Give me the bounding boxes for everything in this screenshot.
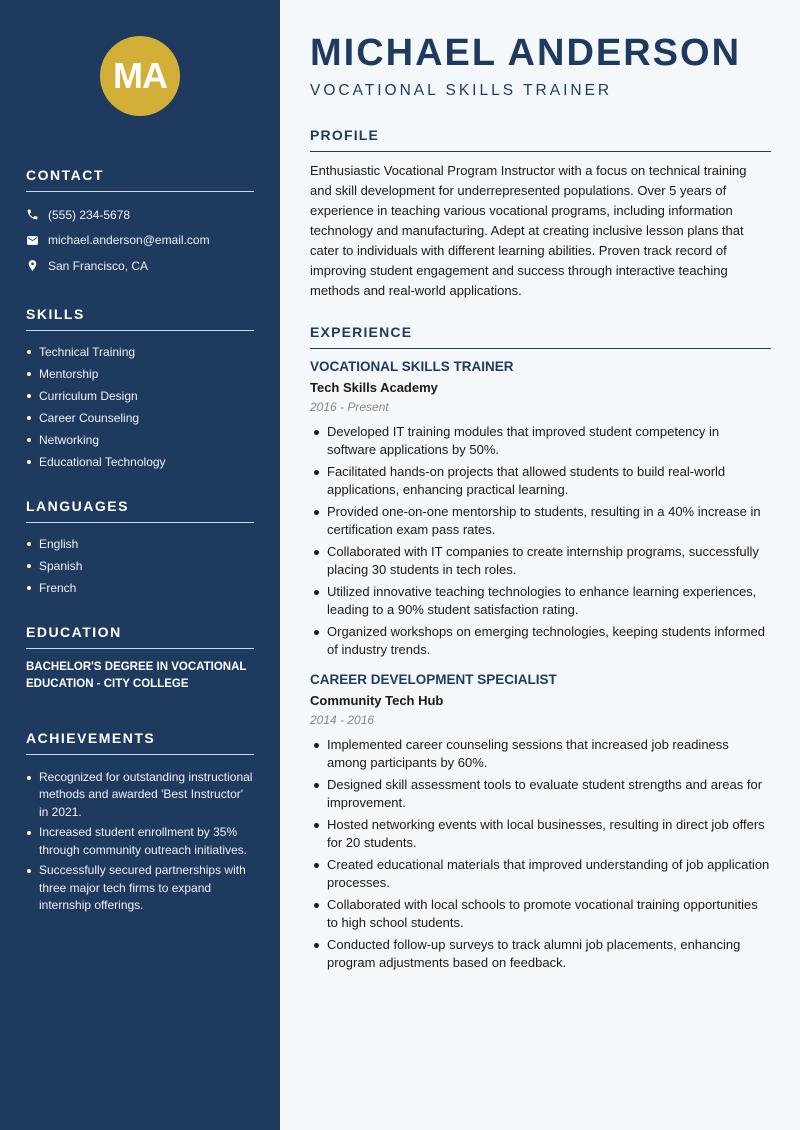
language-item: Spanish: [26, 555, 254, 577]
education-section: [26, 624, 254, 694]
location-text: San Francisco, CA: [48, 258, 149, 273]
job-bullet: Utilized innovative teaching technologies to enhance learning experiences, leading to a 90% student satisfaction rating.: [310, 583, 771, 619]
section-heading: EDUCATION: [26, 624, 254, 649]
contact-phone: [26, 202, 254, 228]
phone-icon: [26, 208, 39, 221]
achievement-item: Increased student enrollment by 35% through community outreach initiatives.: [26, 824, 254, 859]
language-item: English: [26, 533, 254, 555]
job-company: Community Tech Hub: [310, 693, 444, 708]
section-heading: PROFILE: [310, 127, 771, 152]
skill-item: Educational Technology: [26, 451, 254, 473]
section-heading: EXPERIENCE: [310, 324, 771, 349]
skill-item: Curriculum Design: [26, 385, 254, 407]
job-bullet: Provided one-on-one mentorship to students, resulting in a 40% increase in certification exam pass rates.: [310, 503, 771, 539]
job-bullet: Created educational materials that improved understanding of job application processes.: [310, 856, 771, 892]
job-bullet: Implemented career counseling sessions that increased job readiness among participants by 60%.: [310, 736, 771, 772]
main-content: [310, 30, 771, 976]
job-bullet: Hosted networking events with local businesses, resulting in direct job offers for 20 students.: [310, 816, 771, 852]
language-item: French: [26, 577, 254, 599]
job-bullet: Organized workshops on emerging technologies, keeping students informed of industry trends.: [310, 623, 771, 659]
job-title: VOCATIONAL SKILLS TRAINER: [310, 82, 613, 99]
email-icon: [26, 234, 39, 247]
profile-section: [310, 127, 771, 301]
job-entry-title: CAREER DEVELOPMENT SPECIALIST: [310, 672, 557, 687]
achievement-item: Successfully secured partnerships with three major tech firms to expand internship offerings.: [26, 862, 254, 915]
job-entry: [310, 672, 771, 972]
skills-section: [26, 306, 254, 473]
job-bullet: Developed IT training modules that improved student competency in software applications by 50%.: [310, 423, 771, 459]
experience-section: [310, 324, 771, 972]
candidate-name: MICHAEL ANDERSON: [310, 32, 742, 74]
profile-text: Enthusiastic Vocational Program Instructor with a focus on technical training and skill development for underrepresented populations. Over 5 years of experience in teaching various vocational programs, including information technology and manufacturing. Adept at creating inclusive lesson plans that cater to individuals with different learning abilities. Proven track record of improving student engagement and success through interactive teaching methods and real-world applications.: [310, 163, 747, 298]
skill-item: Networking: [26, 429, 254, 451]
contact-email: [26, 228, 254, 254]
skill-item: Career Counseling: [26, 407, 254, 429]
job-bullet: Collaborated with local schools to promote vocational training opportunities to high school students.: [310, 896, 771, 932]
education-degree: BACHELOR'S DEGREE IN VOCATIONAL EDUCATION - CITY COLLEGE: [26, 660, 247, 690]
job-bullet: Conducted follow-up surveys to track alumni job placements, enhancing program adjustments based on feedback.: [310, 936, 771, 972]
email-text: michael.anderson@email.com: [48, 233, 210, 248]
languages-section: [26, 498, 254, 599]
section-heading: SKILLS: [26, 306, 254, 331]
section-heading: ACHIEVEMENTS: [26, 730, 254, 755]
location-pin-icon: [26, 259, 39, 272]
section-heading: LANGUAGES: [26, 498, 254, 523]
phone-text: (555) 234-5678: [48, 207, 131, 222]
job-company: Tech Skills Academy: [310, 380, 438, 395]
sidebar: [0, 0, 280, 1130]
contact-location: [26, 253, 254, 279]
job-dates: 2016 - Present: [310, 400, 389, 414]
job-entry: [310, 359, 771, 659]
contact-section: [26, 167, 254, 279]
job-bullet: Facilitated hands-on projects that allowed students to build real-world applications, enhancing practical learning.: [310, 463, 771, 499]
job-bullet: Collaborated with IT companies to create internship programs, successfully placing 30 students in tech roles.: [310, 543, 771, 579]
skill-item: Technical Training: [26, 341, 254, 363]
job-bullet: Designed skill assessment tools to evaluate student strengths and areas for improvement.: [310, 776, 771, 812]
job-entry-title: VOCATIONAL SKILLS TRAINER: [310, 359, 514, 374]
achievement-item: Recognized for outstanding instructional methods and awarded 'Best Instructor' in 2021.: [26, 769, 254, 822]
job-dates: 2014 - 2016: [310, 713, 375, 727]
section-heading: CONTACT: [26, 167, 254, 192]
achievements-section: [26, 730, 254, 915]
skill-item: Mentorship: [26, 363, 254, 385]
avatar: MA: [100, 36, 180, 116]
